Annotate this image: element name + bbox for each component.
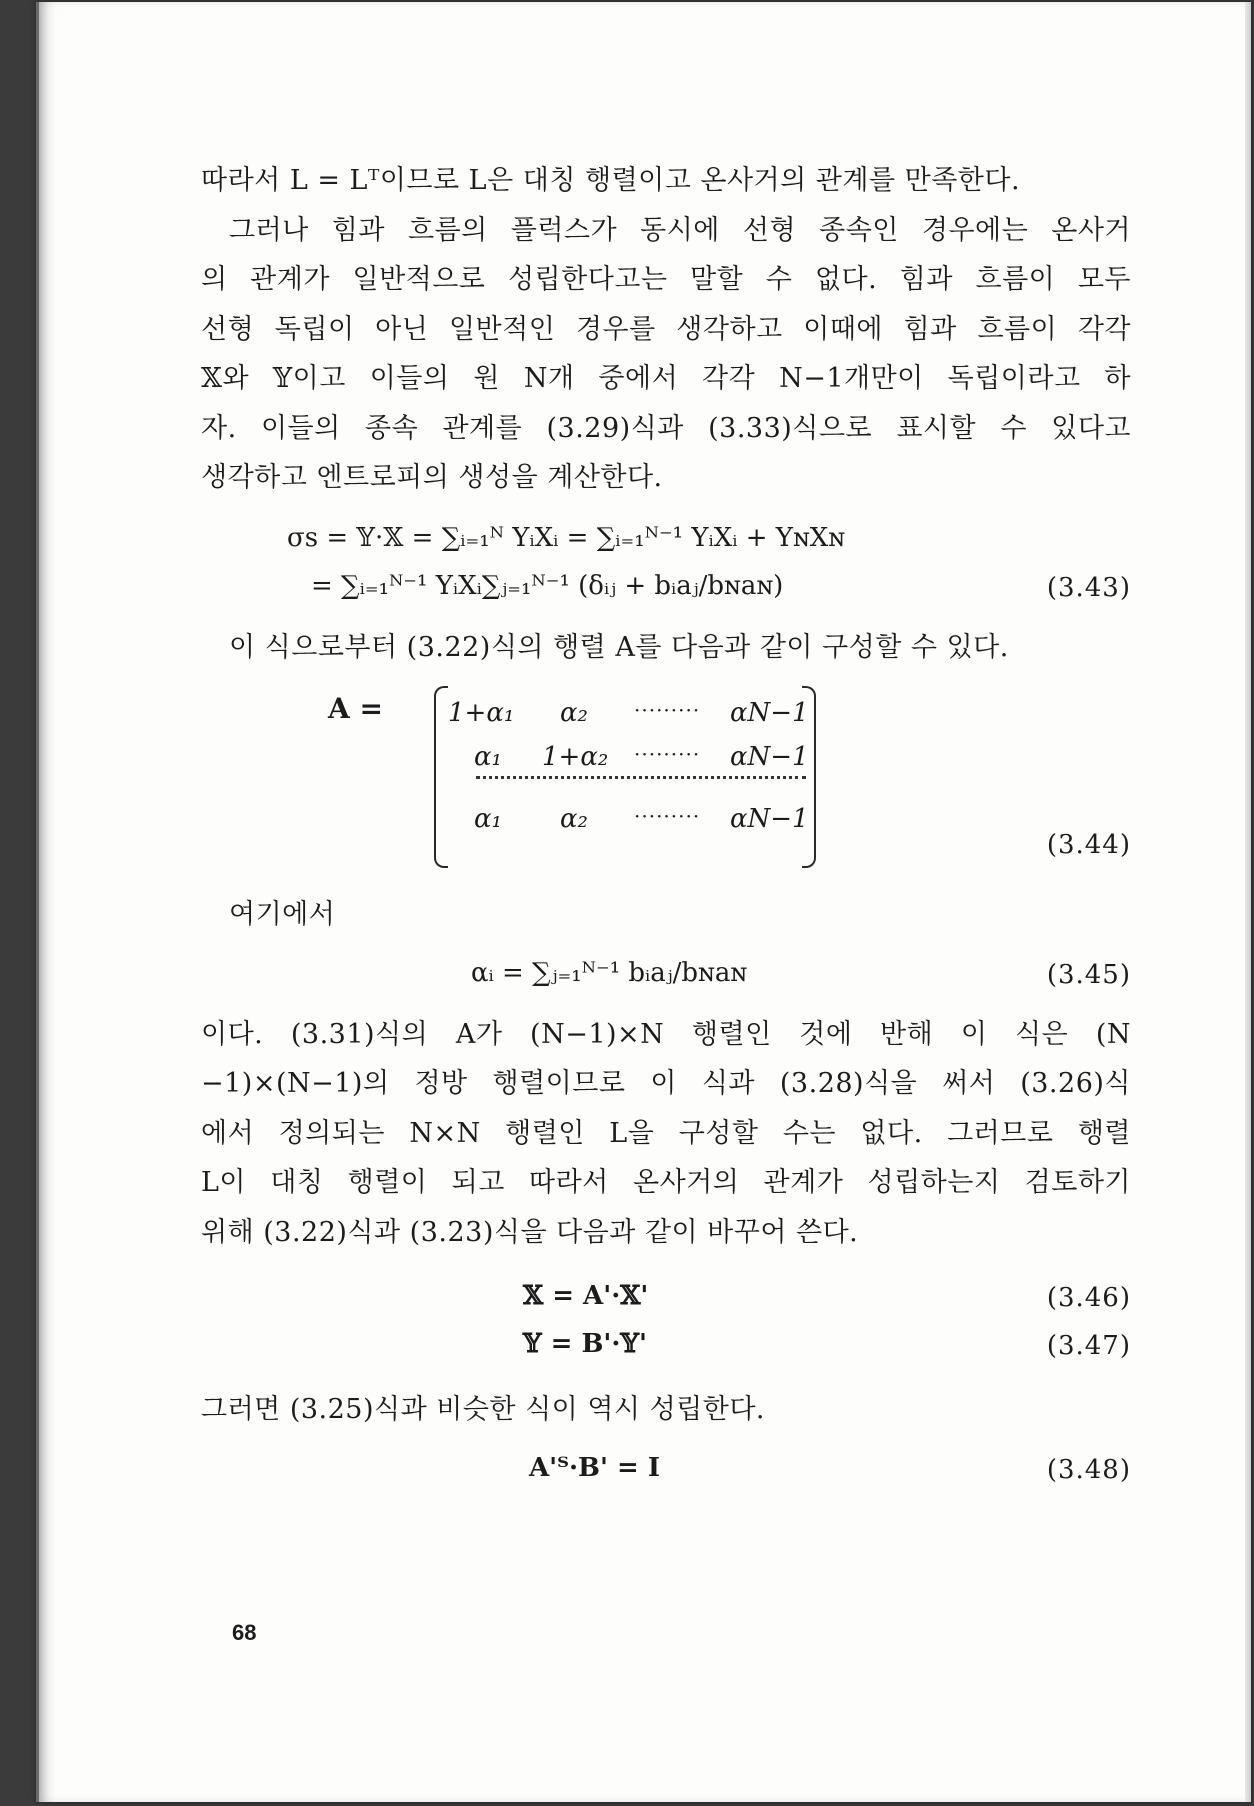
equation-3-43-line1 <box>201 517 1131 565</box>
paragraph2-line: 자. 이들의 종속 관계를 (3.29)식과 (3.33)식으로 표시할 수 있다고 <box>201 412 1131 444</box>
paragraph5-line: 에서 정의되는 N×N 행렬인 L을 구성할 수는 없다. 그러므로 행렬 <box>201 1117 1131 1149</box>
matrix-ellipsis: ········· <box>634 742 701 766</box>
matrix-cell: α₁ <box>474 804 502 834</box>
equation-body: σs = 𝕐·𝕏 = ∑ᵢ₌₁ᴺ YᵢXᵢ = ∑ᵢ₌₁ᴺ⁻¹ YᵢXᵢ + YɴXɴ <box>287 522 846 553</box>
equation-3-48 <box>201 1447 1131 1495</box>
paragraph2-line: 생각하고 엔트로피의 생성을 계산한다. <box>201 462 663 493</box>
matrix-ellipsis: ········· <box>634 698 701 722</box>
matrix-cell: αN−1 <box>730 742 809 772</box>
equation-body: αᵢ = ∑ⱼ₌₁ᴺ⁻¹ bᵢaⱼ/bɴaɴ <box>471 957 748 988</box>
paragraph6-line: 그러면 (3.25)식과 비슷한 식이 역시 성립한다. <box>201 1394 765 1425</box>
matrix-cell: α₂ <box>560 698 588 728</box>
matrix-cell: αN−1 <box>730 804 809 834</box>
equation-number: (3.44) <box>1046 830 1131 860</box>
equation-body: A'ᵀ·B' = I <box>529 1452 660 1483</box>
equation-3-43-line2 <box>201 565 1131 613</box>
equation-body: 𝕏 = A'·𝕏' <box>523 1281 649 1311</box>
paragraph5-line: L이 대칭 행렬이 되고 따라서 온사거의 관계가 성립하는지 검토하기 <box>201 1167 1131 1198</box>
paragraph4-line: 여기에서 <box>229 899 336 930</box>
matrix-A <box>434 686 816 866</box>
paragraph5-line: 이다. (3.31)식의 A가 (N−1)×N 행렬인 것에 반해 이 식은 (N <box>201 1018 1131 1050</box>
equation-3-46 <box>201 1275 1131 1323</box>
matrix-label: A = <box>328 692 383 725</box>
matrix-dotted-row <box>476 776 806 779</box>
matrix-cell: 1+α₂ <box>542 742 609 772</box>
equation-number: (3.43) <box>1046 572 1131 603</box>
paragraph2-line: 의 관계가 일반적으로 성립한다고는 말할 수 없다. 힘과 흐름이 모두 <box>201 264 1131 295</box>
matrix-ellipsis: ········· <box>634 804 701 828</box>
equation-number: (3.46) <box>1046 1283 1131 1313</box>
matrix-cell: α₁ <box>474 742 502 772</box>
paragraph3-line: 이 식으로부터 (3.22)식의 행렬 A를 다음과 같이 구성할 수 있다. <box>229 631 1009 663</box>
paragraph5-line: −1)×(N−1)의 정방 행렬이므로 이 식과 (3.28)식을 써서 (3.26)식 <box>201 1068 1131 1099</box>
equation-number: (3.45) <box>1046 959 1131 990</box>
equation-body: 𝕐 = B'·𝕐' <box>523 1329 647 1359</box>
matrix-cell: 1+α₁ <box>448 698 515 728</box>
paragraph1-line: 따라서 L = Lᵀ이므로 L은 대칭 행렬이고 온사거의 관계를 만족한다. <box>201 165 1021 196</box>
book-page <box>36 2 1251 1802</box>
matrix-cell: αN−1 <box>730 698 809 728</box>
paragraph2-line: 𝕏와 𝕐이고 이들의 원 N개 중에서 각각 N−1개만이 독립이라고 하 <box>201 363 1131 394</box>
matrix-cell: α₂ <box>560 804 588 834</box>
paragraph2-line: 선형 독립이 아닌 일반적인 경우를 생각하고 이때에 힘과 흐름이 각각 <box>201 313 1131 345</box>
equation-number: (3.47) <box>1046 1331 1131 1361</box>
equation-number: (3.48) <box>1046 1454 1131 1485</box>
equation-3-47 <box>201 1323 1131 1371</box>
page-number: 68 <box>232 1620 257 1645</box>
paragraph2-line: 그러나 힘과 흐름의 플럭스가 동시에 선형 종속인 경우에는 온사거 <box>229 214 1131 246</box>
page-edge <box>1245 2 1251 1802</box>
paragraph5-line: 위해 (3.22)식과 (3.23)식을 다음과 같이 바꾸어 쓴다. <box>201 1216 859 1248</box>
equation-3-44 <box>201 686 1131 876</box>
equation-3-45 <box>201 952 1131 1000</box>
matrix-left-bracket <box>434 686 448 868</box>
page-content <box>201 156 1131 1495</box>
equation-body: = ∑ᵢ₌₁ᴺ⁻¹ YᵢXᵢ∑ⱼ₌₁ᴺ⁻¹ (δᵢⱼ + bᵢaⱼ/bɴaɴ) <box>311 570 784 601</box>
